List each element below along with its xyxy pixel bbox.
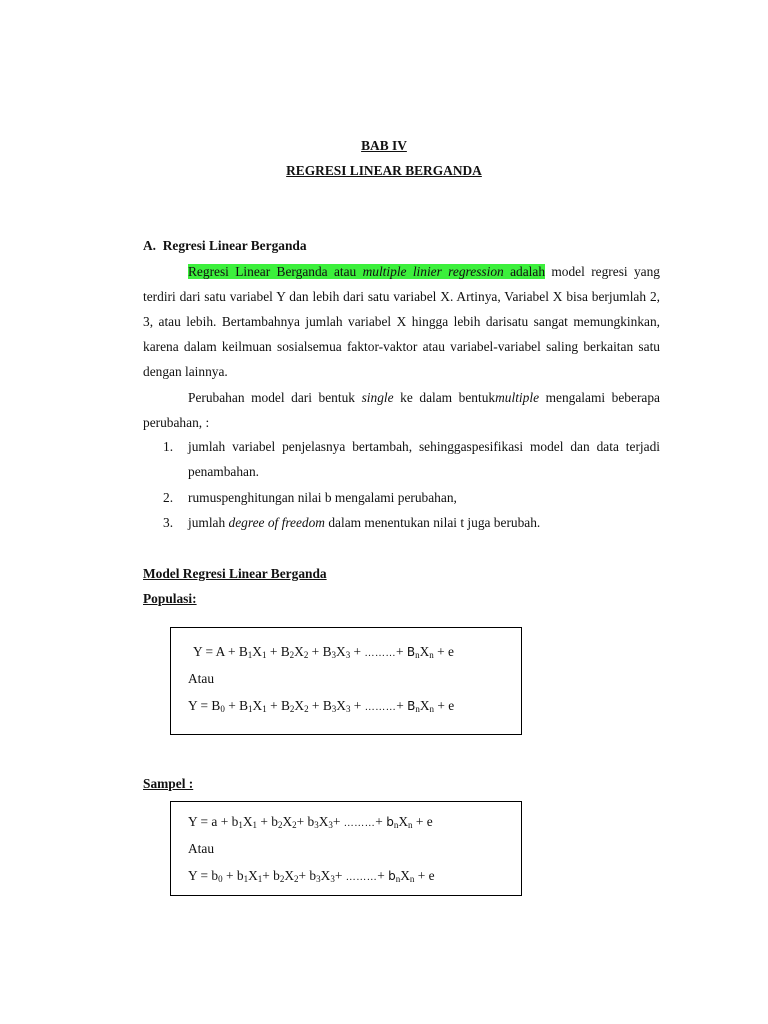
populasi-formula-2: $Y = B_0 + B_1X_1 + B_2X_2 + B_3X_3$ + ………+ $B_nX_n + e$ [188, 698, 455, 714]
chapter-title: REGRESI LINEAR BERGANDA [286, 163, 482, 178]
list-number-1: 1. [163, 439, 174, 454]
term-single: single [361, 390, 394, 405]
term-degree-of-freedom: degree of freedom [228, 515, 325, 530]
list-number-2: 2. [163, 490, 174, 505]
term-multiple: multiple [495, 390, 540, 405]
section-a-label: A. [143, 238, 157, 253]
section-a-title: Regresi Linear Berganda [162, 238, 307, 253]
list-item-2: rumuspenghitungan nilai b mengalami perubahan, [188, 490, 457, 505]
chapter-heading: BAB IV [361, 138, 407, 153]
paragraph-definition-rest: model regresi yang terdiri dari satu variabel Y dan lebih dari satu variabel X. Artinya, Variabel X bisa berjumlah 2, 3, atau lebih. Bertambahnya jumlah variabel X hingga lebih darisatu sangat memungkinkan, karena dalam keilmuan sosialsemua faktor-vaktor atau variabel-variabel saling berkaitan satu dengan lainnya. [143, 264, 660, 379]
ellipsis: ……… [343, 818, 376, 829]
changes-text-2: ke dalam bentuk [393, 390, 496, 405]
populasi-label: Populasi: [143, 591, 197, 606]
ellipsis: ……… [345, 872, 378, 883]
list-number-3: 3. [163, 515, 174, 530]
sampel-formula-1: $Y = a + b_1X_1 + b_2X_2+ b_3X_3+$ ………+ $b_nX_n + e$ [188, 814, 433, 830]
sampel-atau: Atau [188, 841, 215, 856]
changes-text-1: Perubahan model dari bentuk [188, 390, 362, 405]
ellipsis: ……… [364, 648, 396, 659]
list-item-1: jumlah variabel penjelasnya bertambah, sehinggaspesifikasi model dan data terjadi penambahan. [188, 439, 660, 479]
populasi-formula-box [170, 627, 522, 735]
paragraph-definition [143, 259, 660, 384]
list-item-3-pre: jumlah [188, 515, 229, 530]
highlight-text-2: adalah [503, 264, 546, 279]
list-item-3-post: dalam menentukan nilai t juga berubah. [324, 515, 541, 530]
sampel-label: Sampel : [143, 776, 194, 791]
populasi-atau: Atau [188, 671, 215, 686]
section-a-heading [143, 238, 307, 254]
changes-text-3: mengalami beberapa perubahan, : [143, 390, 660, 430]
highlighted-phrase [188, 264, 545, 279]
populasi-formula-1: $Y = A + B_1X_1 + B_2X_2 + B_3X_3$ + ………+ $B_nX_n + e$ [193, 644, 454, 660]
highlight-italic-term: multiple linier regression [362, 264, 504, 279]
list-item-3 [188, 510, 660, 535]
highlight-text-1: Regresi Linear Berganda atau [188, 264, 363, 279]
sampel-formula-box [170, 801, 522, 896]
paragraph-changes [143, 385, 660, 435]
sampel-formula-2: $Y = b_0 + b_1X_1+ b_2X_2+ b_3X_3+$ ………+ $b_nX_n + e$ [188, 868, 435, 884]
ellipsis: ……… [364, 702, 397, 713]
model-heading: Model Regresi Linear Berganda [143, 566, 327, 581]
